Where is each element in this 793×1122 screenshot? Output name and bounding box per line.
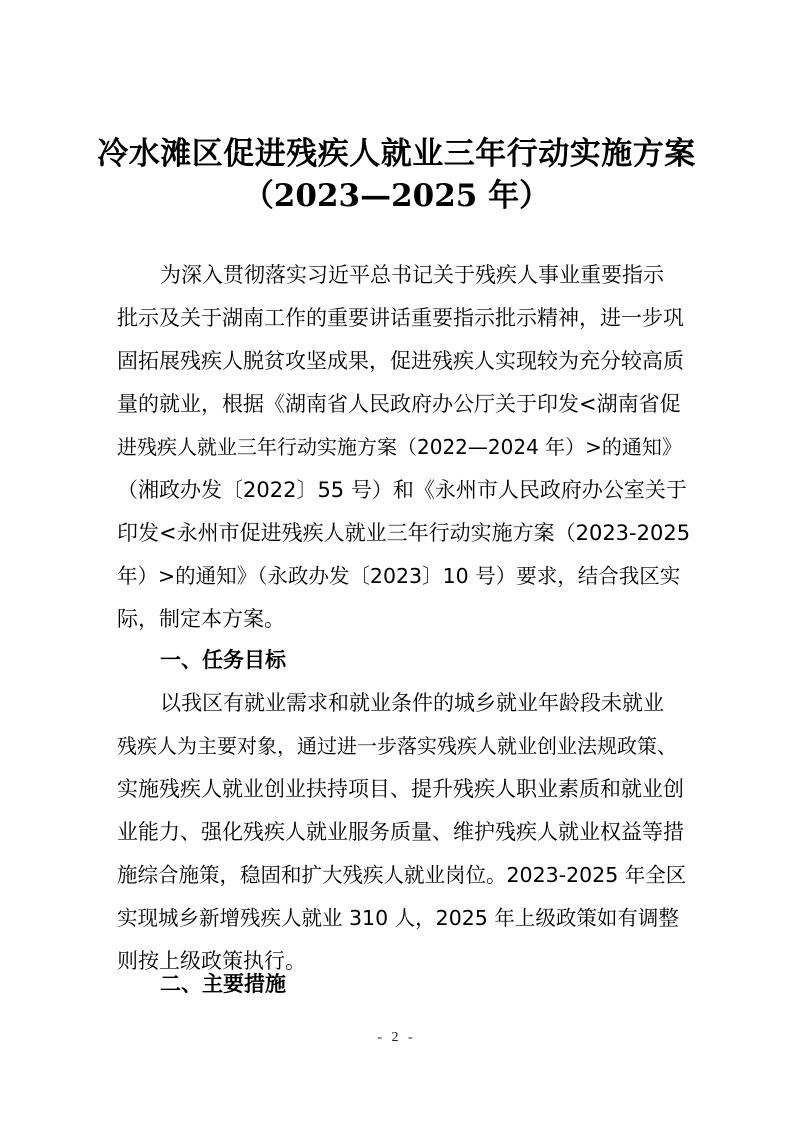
intro-line-2: 批示及关于湖南工作的重要讲话重要指示批示精神，进一步巩 xyxy=(117,306,684,330)
intro-line-9: 际，制定本方案。 xyxy=(117,607,285,631)
intro-line-7: 印发<永州市促进残疾人就业三年行动实施方案（2023-2025 xyxy=(117,521,691,545)
intro-line-3: 固拓展残疾人脱贫攻坚成果，促进残疾人实现较为充分较高质 xyxy=(117,349,684,373)
section-1-line-4: 业能力、强化残疾人就业服务质量、维护残疾人就业权益等措 xyxy=(117,820,684,844)
section-1-line-7: 则按上级政策执行。 xyxy=(117,949,306,973)
section-1-line-2: 残疾人为主要对象，通过进一步落实残疾人就业创业法规政策、 xyxy=(117,734,677,758)
document-subtitle: （2023—2025 年） xyxy=(242,178,551,214)
intro-line-6: （湘政办发〔2022〕55 号）和《永州市人民政府办公室关于 xyxy=(117,478,687,502)
intro-line-4: 量的就业，根据《湖南省人民政府办公厅关于印发<湖南省促 xyxy=(117,392,681,416)
document-title: 冷水滩区促进残疾人就业三年行动实施方案 xyxy=(97,136,696,172)
page-number: - 2 - xyxy=(377,1030,416,1045)
intro-line-8: 年）>的通知》（永政办发〔2023〕10 号）要求，结合我区实 xyxy=(117,564,681,588)
section-1-line-5: 施综合施策，稳固和扩大残疾人就业岗位。2023-2025 年全区 xyxy=(117,863,687,887)
intro-line-5: 进残疾人就业三年行动实施方案（2022—2024 年）>的通知》 xyxy=(117,435,682,459)
section-1-line-6: 实现城乡新增残疾人就业 310 人，2025 年上级政策如有调整 xyxy=(117,906,679,930)
section-1-line-3: 实施残疾人就业创业扶持项目、提升残疾人职业素质和就业创 xyxy=(117,777,684,801)
section-heading-main-measures: 二、主要措施 xyxy=(160,972,286,996)
section-1-line-1: 以我区有就业需求和就业条件的城乡就业年龄段未就业 xyxy=(160,691,664,715)
intro-line-1: 为深入贯彻落实习近平总书记关于残疾人事业重要指示 xyxy=(160,263,664,287)
section-heading-task-goals: 一、任务目标 xyxy=(160,648,286,672)
